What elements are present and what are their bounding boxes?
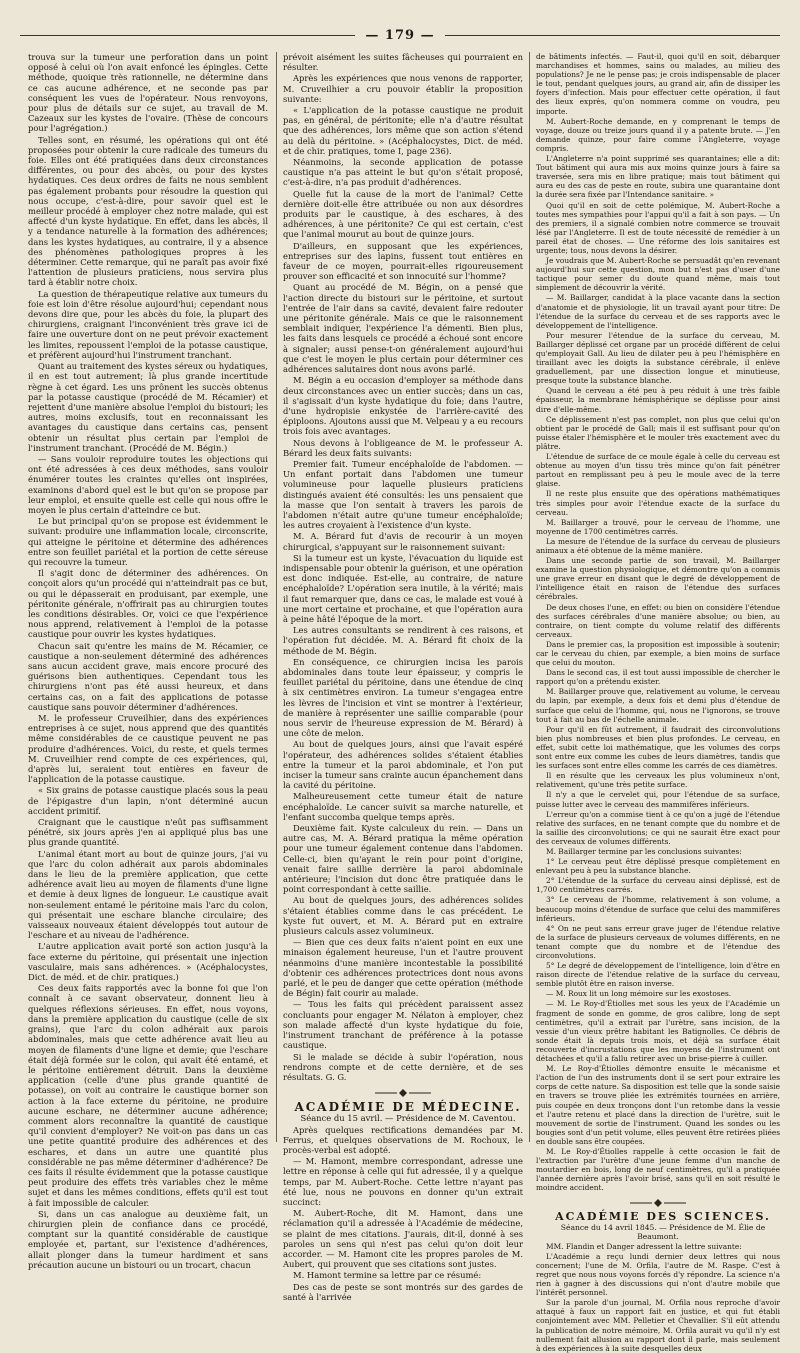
column-divider xyxy=(529,52,530,1142)
article-paragraph: M. Baillarger prouve que, relativement au volume, le cerveau du lapin, par exemple, a deux fois et demi plus d'étendue de surface que celui de l'homme, qui, nous ne l'ignorons, se trouve tout à fait au bas de l'échelle animale. xyxy=(536,687,780,724)
page-number: — 179 — xyxy=(365,27,435,43)
article-paragraph: L'Académie a reçu lundi dernier deux lettres qui nous concernent; l'une de M. Orfila, l'autre de M. Raspe. C'est à regret que nous nous voyons forcés d'y répondre. La science n'a rien à gagner à des discussions qui n'ont d'autre mobile que l'intérêt personnel. xyxy=(536,1251,780,1298)
article-paragraph: M. Aubert-Roche, dit M. Hamont, dans une réclamation qu'il a adressée à l'Académie de médecine, se plaint de mes citations. J'aurais, dit-il, donné à ses paroles un sens qui n'est pas celui qu'on doit leur accorder. — M. Hamont cite les propres paroles de M. Aubert, qui prouvent que ses citations sont justes. xyxy=(283,1208,523,1270)
article-paragraph: L'erreur qu'on a commise tient à ce qu'on a jugé de l'étendue relative des surfaces, en ne tenant compte que du nombre et de la saillie des circonvolutions; ce qui ne saurait être exact pour des cerveaux de volumes différents. xyxy=(536,809,780,846)
section-title: ACADÉMIE DES SCIENCES. xyxy=(555,1210,771,1224)
article-paragraph: Quoi qu'il en soit de cette polémique, M. Aubert-Roche a toutes mes sympathies pour l'appui qu'il a fait à son pays. — Un des premiers, il a signalé combien notre commerce se trouvait lésé par l'Angleterre. Il est de toute nécessité de remédier à un pareil état de choses. — Une réforme des lois sanitaires est urgente; tous, nous devons la désirer. xyxy=(536,200,780,255)
article-paragraph: Telles sont, en résumé, les opérations qui ont été proposées pour obtenir la cure radicale des tumeurs du foie. Elles ont été pratiquées dans deux circonstances différentes, ou pour des abcès, ou pour des kystes hydatiques. Ces deux ordres de faits ne nous semblent pas également probants pour résoudre la question qui nous occupe, c'est-à-dire, pour savoir quel est le meilleur procédé à employer chez notre malade, qui est affecté d'un kyste hydatique. En effet, dans les abcès, il y a tendance naturelle à la formation des adhérences; dans les kystes hydatiques, au contraire, il y a absence des phénomènes pathologiques propres à les déterminer. Cette remarque, qui ne paraît pas avoir fixé l'attention de plusieurs praticiens, nous servira plus tard à établir notre choix. xyxy=(28,134,268,288)
article-paragraph: Au bout de quelques jours, ainsi que l'avait espéré l'opérateur, des adhérences solides s'étaient établies entre la tumeur et la paroi abdominale, et l'on put inciser la tumeur sans crainte aucun épanchement dans la cavité du péritoine. xyxy=(283,739,523,791)
article-paragraph: prévoit aisément les suites fâcheuses qui pourraient en résulter. xyxy=(283,52,523,73)
article-paragraph: Des cas de peste se sont montrés sur des gardes de santé à l'arrivée xyxy=(283,1281,523,1302)
article-paragraph: M. Baillarger a trouvé, pour le cerveau de l'homme, une moyenne de 1700 centimètres carrés. xyxy=(536,517,780,536)
article-paragraph: De deux choses l'une, en effet: ou bien on considère l'étendue des surfaces cérébrales d'une manière absolue; ou bien, au contraire, on tient compte du volume relatif des différents cerveaux. xyxy=(536,602,780,639)
article-paragraph: 3° Le cerveau de l'homme, relativement à son volume, a beaucoup moins d'étendue de surface que celui des mammifères inférieurs. xyxy=(536,895,780,923)
article-paragraph: L'étendue de surface de ce moule égale à celle du cerveau est obtenue au moyen d'un tissu très mince qu'on fait pénétrer partout en remplissant peu à peu le moule avec de la terre glaise. xyxy=(536,452,780,489)
column-3 xyxy=(536,52,780,1353)
page-header xyxy=(20,22,780,48)
article-paragraph: Quant au procédé de M. Bégin, on a pensé que l'action directe du bistouri sur le péritoine, et surtout l'entrée de l'air dans sa cavité, devaient faire redouter une péritonite générale. Mais ce que le raisonnement semblait indiquer, l'expérience l'a démenti. Bien plus, les faits dans lesquels ce procédé a échoué sont encore à signaler; aussi pense-t-on généralement aujourd'hui que c'est le moyen le plus certain pour déterminer ces adhérences salutaires dont nous avons parlé. xyxy=(283,282,523,375)
article-paragraph: La question de thérapeutique relative aux tumeurs du foie est loin d'être résolue aujourd'hui; cependant nous devons dire que, pour les abcès du foie, la plupart des chirurgiens, craignant l'inconvénient très grave ici de faire une ouverture dont on ne peut prévoir exactement les limites, repoussent l'emploi de la potasse caustique, et préfèrent aujourd'hui l'instrument tranchant. xyxy=(28,288,268,360)
article-paragraph: Chacun sait qu'entre les mains de M. Récamier, ce caustique a non-seulement déterminé des adhérences sans aucun accident grave, mais encore procuré des guérisons bien authentiques. Cependant tous les chirurgiens n'ont pas été aussi heureux, et dans certains cas, on a fait des applications de potasse caustique sans pouvoir déterminer d'adhérences. xyxy=(28,640,268,712)
article-paragraph: Craignant que le caustique n'eût pas suffisamment pénétré, six jours après j'en ai appliqué plus bas une plus grande quantité. xyxy=(28,817,268,848)
article-paragraph: — Bien que ces deux faits n'aient point en eux une minaison également heureuse, l'un et l'autre prouvent néanmoins d'une manière incontestable la possibilité d'obtenir ces adhérences protectrices dont nous avons parlé, et le peu de danger que cette opération (méthode de Bégin) fait courir au malade. xyxy=(283,937,523,999)
header-rule-left xyxy=(20,35,355,36)
article-paragraph: M. Hamont termine sa lettre par ce résumé: xyxy=(293,1270,482,1281)
article-paragraph: Dans le premier cas, la proposition est impossible à soutenir; car le cerveau du chien, par exemple, a bien moins de surface que celui du mouton. xyxy=(536,639,780,668)
article-paragraph: Quand le cerveau a été peu à peu réduit à une très faible épaisseur, la membrane hémisphérique se déplisse pour ainsi dire d'elle-même. xyxy=(536,386,780,414)
article-paragraph: — M. Hamont, membre correspondant, adresse une lettre en réponse à celle qui fut adressée, il y a quelque temps, par M. Aubert-Roche. Cette lettre n'ayant pas été lue, nous ne pouvons en donner qu'un extrait succinct: xyxy=(283,1156,523,1207)
article-paragraph: M. A. Bérard fut d'avis de recourir à un moyen chirurgical, s'appuyant sur le raisonnement suivant: xyxy=(283,531,523,552)
article-paragraph: — M. Roux lit un long mémoire sur les exostoses. xyxy=(546,989,732,999)
article-paragraph: Si la tumeur est un kyste, l'évacuation du liquide est indispensable pour obtenir la guérison, et une opération est donc indiquée. Est-elle, au contraire, de nature encéphaloïde? L'opération sera inutile, à la vérité; mais il faut remarquer que, dans ce cas, le malade est voué à une mort certaine et prochaine, et que l'opération aura à peine hâté l'époque de la mort. xyxy=(283,552,524,624)
session-line: Séance du 15 avril. — Présidence de M. Caventou. xyxy=(300,1113,516,1124)
article-paragraph: Sur la parole d'un journal, M. Orfila nous reproche d'avoir attaqué à faux un rapport fait en justice, et qui fut établi conjointement avec MM. Pelletier et Chevallier. S'il eût attendu la publication de notre mémoire, M. Orfila aurait vu qu'il n'y est nullement fait allusion au rapport dont il parle, mais seulement à des expériences à la suite desquelles deux xyxy=(536,1298,780,1353)
article-paragraph: En conséquence, ce chirurgien incisa les parois abdominales dans toute leur épaisseur, y compris le feuillet pariétal du péritoine, dans une étendue de cinq à six centimètres environ. La tumeur s'engagea entre les lèvres de l'incision et vint se montrer à l'extérieur, de manière à représenter une saillie comparable (pour nous servir de l'heureuse expression de M. Bérard) à une côte de melon. xyxy=(283,656,523,739)
article-paragraph: Ce déplissement n'est pas complet, non plus que celui qu'on obtient par le procédé de Gall; mais il est suffisant pour qu'on puisse étaler l'hémisphère et le mouler très exactement avec du plâtre. xyxy=(536,414,780,451)
column-2 xyxy=(283,52,524,1302)
article-paragraph: Il en résulte que les cerveaux les plus volumineux n'ont, relativement, qu'une très petite surface. xyxy=(536,771,780,790)
article-paragraph: Après quelques rectifications demandées par M. Ferrus, et quelques observations de M. Rochoux, le procès-verbal est adopté. xyxy=(283,1124,523,1155)
article-paragraph: Néanmoins, la seconde application de potasse caustique n'a pas atteint le but qu'on s'était proposé, c'est-à-dire, n'a pas produit d'adhérences. xyxy=(283,157,523,188)
article-paragraph: Il ne reste plus ensuite que des opérations mathématiques très simples pour avoir l'étendue exacte de la surface du cerveau. xyxy=(536,489,780,517)
article-paragraph: Les autres consultants se rendirent à ces raisons, et l'opération fut décidée. M. A. Bérard fit choix de la méthode de M. Bégin. xyxy=(283,625,523,656)
article-paragraph: Malheureusement cette tumeur était de nature encéphaloïde. Le cancer suivit sa marche naturelle, et l'enfant succomba quelque temps après. xyxy=(283,791,523,822)
article-paragraph: M. Baillarger termine par les conclusions suivantes: xyxy=(546,846,742,856)
article-paragraph: M. Bégin a eu occasion d'employer sa méthode dans deux circonstances avec un entier succès; dans un cas, il s'agissait d'un kyste hydatique du foie; dans l'autre, d'une hydropisie enkystée de l'arrière-cavité des épiploons. Ajoutons aussi que M. Velpeau y a eu recours trois fois avec avantages. xyxy=(283,375,523,437)
article-paragraph: 1° Le cerveau peut être déplissé presque complètement en enlevant peu à peu la substance blanche. xyxy=(536,857,780,876)
article-paragraph: D'ailleurs, en supposant que les expériences, entreprises sur des lapins, fussent tout entières en faveur de ce moyen, pourrait-elles rigoureusement prouver son efficacité et son innocuité sur l'homme? xyxy=(283,240,523,282)
section-ornament xyxy=(628,1198,688,1208)
article-paragraph: L'Angleterre n'a point supprimé ses quarantaines; elle a dit: Tout bâtiment qui aura mis aux moins quinze jours à faire sa traversée, sera mis en libre pratique; mais tout bâtiment qui aura eu des cas de peste en route, subira une quarantaine dont la durée sera fixée par l'Intendance sanitaire. » xyxy=(536,154,780,200)
article-paragraph: M. Aubert-Roche demande, en y comprenant le temps de voyage, douze ou treize jours quand il y a patente brute. — J'en demande quinze, pour faire comme l'Angleterre, voyage compris. xyxy=(536,116,780,153)
article-paragraph: Nous devons à l'obligeance de M. le professeur A. Bérard les deux faits suivants: xyxy=(283,437,523,458)
column-1 xyxy=(28,52,268,1270)
article-paragraph: M. le professeur Cruveilhier, dans des expériences entreprises à ce sujet, nous apprend que des quantités même considérables de ce caustique peuvent ne pas produire d'adhérences. Voici, du reste, et quels termes M. Cruveilhier rend compte de ces expériences, qui, d'après lui, seraient tout entières en faveur de l'application de la potasse caustique. xyxy=(28,713,268,785)
article-paragraph: Premier fait. Tumeur encéphaloïde de l'abdomen. — Un enfant portait dans l'abdomen une tumeur volumineuse pour laquelle plusieurs praticiens distingués avaient été consultés: les uns pensaient que la masse que l'on sentait à travers les parois de l'abdomen n'était autre qu'une tumeur encéphaloïde; les autres croyaient à l'existence d'un kyste. xyxy=(283,458,523,531)
article-paragraph: Après les expériences que nous venons de rapporter, M. Cruveilhier a cru pouvoir établir la proposition suivante: xyxy=(283,73,523,104)
section-ornament xyxy=(373,1088,433,1098)
article-paragraph: Au bout de quelques jours, des adhérences solides s'étaient établies comme dans le cas précédent. Le kyste fut ouvert, et M. A. Bérard put en extraire plusieurs calculs assez volumineux. xyxy=(283,895,523,937)
article-paragraph: Dans le second cas, il est tout aussi impossible de chercher le rapport qu'on a prétendu exister. xyxy=(536,668,780,687)
article-paragraph: « Six grains de potasse caustique placés sous la peau de l'épigastre d'un lapin, n'ont déterminé aucun accident primitif. xyxy=(28,785,268,816)
article-paragraph: Il n'y a que le cervelet qui, pour l'étendue de sa surface, puisse lutter avec le cerveau des mammifères inférieurs. xyxy=(536,790,780,809)
article-paragraph: L'autre application avait porté son action jusqu'à la face externe du péritoine, qui présentait une injection vasculaire, mais sans adhérences. » (Acéphalocystes, Dict. de méd. et de chir. pratiques.) xyxy=(28,941,268,983)
article-paragraph: Quant au traitement des kystes séreux ou hydatiques, il en est tout autrement; là plus grande incertitude règne à cet égard. Les uns prônent les succès obtenus par la potasse caustique (procédé de M. Récamier) et rejettent d'une manière absolue l'emploi du bistouri; les autres, moins exclusifs, tout en reconnaissant les avantages du caustique dans certains cas, pensent obtenir un résultat plus certain par l'emploi de l'instrument tranchant. (Procédé de M. Bégin.) xyxy=(28,361,268,453)
session-line: Séance du 14 avril 1845. — Présidence de M. Élie de Beaumont. xyxy=(560,1222,766,1241)
article-paragraph: M. Le Roy-d'Étiolles rappelle à cette occasion le fait de l'extraction par l'urètre d'une jeune femme d'un manche de moutardier en bois, long de neuf centimètres, qu'il a pratiquée l'année dernière après l'avoir brisé, sans qu'il en soit résulté le moindre accident. xyxy=(536,1146,780,1193)
article-paragraph: Si le malade se décide à subir l'opération, nous rendrons compte et de cette dernière, et de ses résultats. G. G. xyxy=(283,1051,523,1082)
article-paragraph: « L'application de la potasse caustique ne produit pas, en général, de péritonite; elle n'a d'autre résultat que des adhérences, lors même que son action s'étend au delà du péritoine. » (Acéphalocystes, Dict. de méd. et de chir. pratiques, tome I, page 236). xyxy=(283,105,523,156)
article-paragraph: Pour qu'il en fût autrement, il faudrait des circonvolutions bien plus nombreuses et bien plus profondes. Le cerveau, en effet, subit cette loi mathématique, que les volumes des corps sont entre eux comme les cubes de leurs diamètres, tandis que les surfaces sont entre elles comme les carrés de ces diamètres. xyxy=(536,724,780,771)
article-paragraph: — M. Baillarger, candidat à la place vacante dans la section d'anatomie et de physiologie, lit un travail ayant pour titre: De l'étendue de la surface du cerveau et de ses rapports avec le développement de l'intelligence. xyxy=(536,293,780,330)
article-paragraph: — M. Le Roy-d'Étiolles met sous les yeux de l'Académie un fragment de sonde en gomme, de gros calibre, long de sept centimètres, qu'il a extrait par l'urètre, sans incision, de la vessie d'un vieux prêtre habitant les Batignolles. Ce débris de sonde était là depuis trois mois, et déjà sa surface était recouverte d'incrustations que les moyens de l'instrument ont détachées et qu'il a fallu retirer avec un brise-pierre à cuiller. xyxy=(536,999,780,1064)
article-paragraph: Quelle fut la cause de la mort de l'animal? Cette dernière doit-elle être attribuée ou non aux désordres produits par le caustique, à des eschares, à des adhérences, à une péritonite? Ce qui est certain, c'est que l'animal mourut au bout de quinze jours. xyxy=(283,188,523,240)
article-paragraph: M. Le Roy-d'Étiolles démontre ensuite le mécanisme et l'action de l'un des instruments dont il se sert pour extraire les corps de cette nature. Sa disposition est telle que la sonde saisie en travers se trouve pliée les extrémités tournées en arrière, puis coupée en deux tronçons dont l'un retombe dans la vessie et l'autre retenu et placé dans la direction de l'urètre, suit le mouvement de sortie de l'instrument. Quand les sondes ou les bougies sont d'un petit volume, elles peuvent être retirées pliées en double sans être coupées. xyxy=(536,1064,780,1146)
article-paragraph: L'animal étant mort au bout de quinze jours, j'ai vu que l'arc du colon adhérait aux parois abdominales dans le lieu de la première application, que cette adhérence avait lieu au moyen de filaments d'une ligne et demie à deux lignes de longueur. Le caustique avait non-seulement entamé le péritoine mais l'arc du colon, qui présentait une eschare blanche circulaire; des vaisseaux nouveaux étaient développés tout autour de l'eschare et au niveau de l'adhérence. xyxy=(28,848,268,941)
article-paragraph: 4° On ne peut sans erreur grave juger de l'étendue relative de la surface de plusieurs cerveaux de volumes différents, en ne tenant compte que du nombre et de l'étendue des circonvolutions. xyxy=(536,923,780,960)
article-paragraph: Si, dans un cas analogue au deuxième fait, un chirurgien plein de confiance dans ce procédé, comptant sur la quantité considérable de caustique employée et, partant, sur l'existence d'adhérences, allait plonger dans la tumeur hardiment et sans précaution aucune un bistouri ou un trocart, chacun xyxy=(28,1208,268,1270)
article-paragraph: Pour mesurer l'étendue de la surface du cerveau, M. Baillarger déplissé cet organe par un procédé différent de celui qu'employait Gall. Au lieu de dilater peu à peu l'hémisphère en tiraillant avec les doigts la substance cérébrale, il enlève graduellement, par une dissection longue et minutieuse, presque toute la substance blanche. xyxy=(536,330,780,386)
article-paragraph: Deuxième fait. Kyste calculeux du rein. — Dans un autre cas, M. A. Bérard pratiqua la même opération pour une tumeur également contenue dans l'abdomen. Celle-ci, bien qu'ayant le rein pour point d'origine, venait faire saillie derrière la paroi abdominale antérieure; l'incision dut donc être pratiquée dans le point correspondant à cette saillie. xyxy=(283,823,523,895)
article-paragraph: 5° Le degré de développement de l'intelligence, loin d'être en raison directe de l'étendue relative de la surface du cerveau, semble plutôt être en raison inverse. xyxy=(536,961,780,989)
article-paragraph: Ces deux faits rapportés avec la bonne foi que l'on connaît à ce savant observateur, donnent lieu à quelques réflexions sérieuses. En effet, nous voyons, dans la première application du caustique (celle de six grains), que l'arc du colon adhérait aux parois abdominales, mais que cette adhérence avait lieu au moyen de filaments d'une ligne et demie; que l'eschare était déjà formée sur le colon, qui avait été entamé, et le péritoine entièrement détruit. Dans la deuxième application (celle d'une plus grande quantité de potasse), on voit au contraire le caustique borner son action à la face externe du péritoine, ne produire aucune eschare, ne déterminer aucune adhérence; comment alors reconnaître la quantité de caustique qu'il convient d'employer? Ne voit-on pas dans un cas une petite quantité produire des adhérences et des eschares, et dans un autre une quantité plus considérable ne pas même déterminer d'adhérence? De ces faits il résulte évidemment que la potasse caustique peut produire des effets très variables chez le même sujet et dans les mêmes conditions, effets qu'il est tout à fait impossible de calculer. xyxy=(28,983,268,1208)
article-paragraph: 2° L'étendue de la surface du cerveau ainsi déplissé, est de 1,700 centimètres carrés. xyxy=(536,876,780,895)
article-paragraph: Il s'agit donc de déterminer des adhérences. On conçoit alors qu'un procédé qui n'atteindrait pas ce but, ou qui le dépasserait en produisant, par exemple, une péritonite générale, n'offrirait pas au chirurgien toutes les conditions désirables. Or, voici ce que l'expérience nous apprend, relativement à l'emploi de la potasse caustique pour ouvrir les kystes hydatiques. xyxy=(28,568,268,640)
section-title: ACADÉMIE DE MÉDECINE. xyxy=(294,1100,522,1115)
article-paragraph: de bâtiments infectés. — Faut-il, quoi qu'il en soit, débarquer marchandises et hommes, sains ou malades, au milieu des populations? Je ne le pense pas; je crois indispensable de placer le tout, pendant quelques jours, au grand air, afin de dissiper les foyers d'infection. Mais pour effectuer cette opération, il faut des lieux exprès, qu'on nommera comme on voudra, peu importe. xyxy=(536,52,780,116)
article-paragraph: MM. Flandin et Danger adressent la lettre suivante: xyxy=(546,1241,742,1251)
header-rule-right xyxy=(445,35,780,36)
article-paragraph: trouva sur la tumeur une perforation dans un point opposé à celui où l'on avait enfoncé les épingles. Cette méthode, quoique très rationnelle, ne détermine dans ce cas aucune adhérence, et ne seconde pas par conséquent les vues de l'opérateur. Nous renvoyons, pour plus de détails sur ce sujet, au travail de M. Cazeaux sur les kystes de l'ovaire. (Thèse de concours pour l'agrégation.) xyxy=(28,52,268,134)
article-paragraph: — Sans vouloir reproduire toutes les objections qui ont été adressées à ces deux méthodes, sans vouloir énumérer toutes les craintes qu'elles ont inspirées, examinons d'abord quel est le but qu'on se propose par leur emploi, et ensuite quelle est celle qui nous offre le moyen le plus certain d'atteindre ce but. xyxy=(28,453,268,515)
article-paragraph: — Tous les faits qui précèdent paraissent assez concluants pour engager M. Nélaton à employer, chez son malade affecté d'un kyste hydatique du foie, l'instrument tranchant de préférence à la potasse caustique. xyxy=(283,999,523,1051)
article-paragraph: Dans une seconde partie de son travail, M. Baillarger examine la question physiologique, et démontre qu'on a commis une grave erreur en disant que le degré de développement de l'intelligence était en raison de l'étendue des surfaces cérébrales. xyxy=(536,556,780,602)
article-paragraph: Je voudrais que M. Aubert-Roche se persuadât qu'en revenant aujourd'hui sur cette question, mon but n'est pas d'user d'une tactique pour semer du doute quand même, mais tout simplement de découvrir la vérité. xyxy=(536,256,780,293)
column-divider xyxy=(276,52,277,1142)
article-paragraph: La mesure de l'étendue de la surface du cerveau de plusieurs animaux a été obtenue de la même manière. xyxy=(536,536,780,555)
article-paragraph: Le but principal qu'on se propose est évidemment le suivant: produire une inflammation locale, circonscrite, qui atteigne le péritoine et détermine des adhérences entre son feuillet pariétal et la portion de cette séreuse qui recouvre la tumeur. xyxy=(28,516,268,567)
